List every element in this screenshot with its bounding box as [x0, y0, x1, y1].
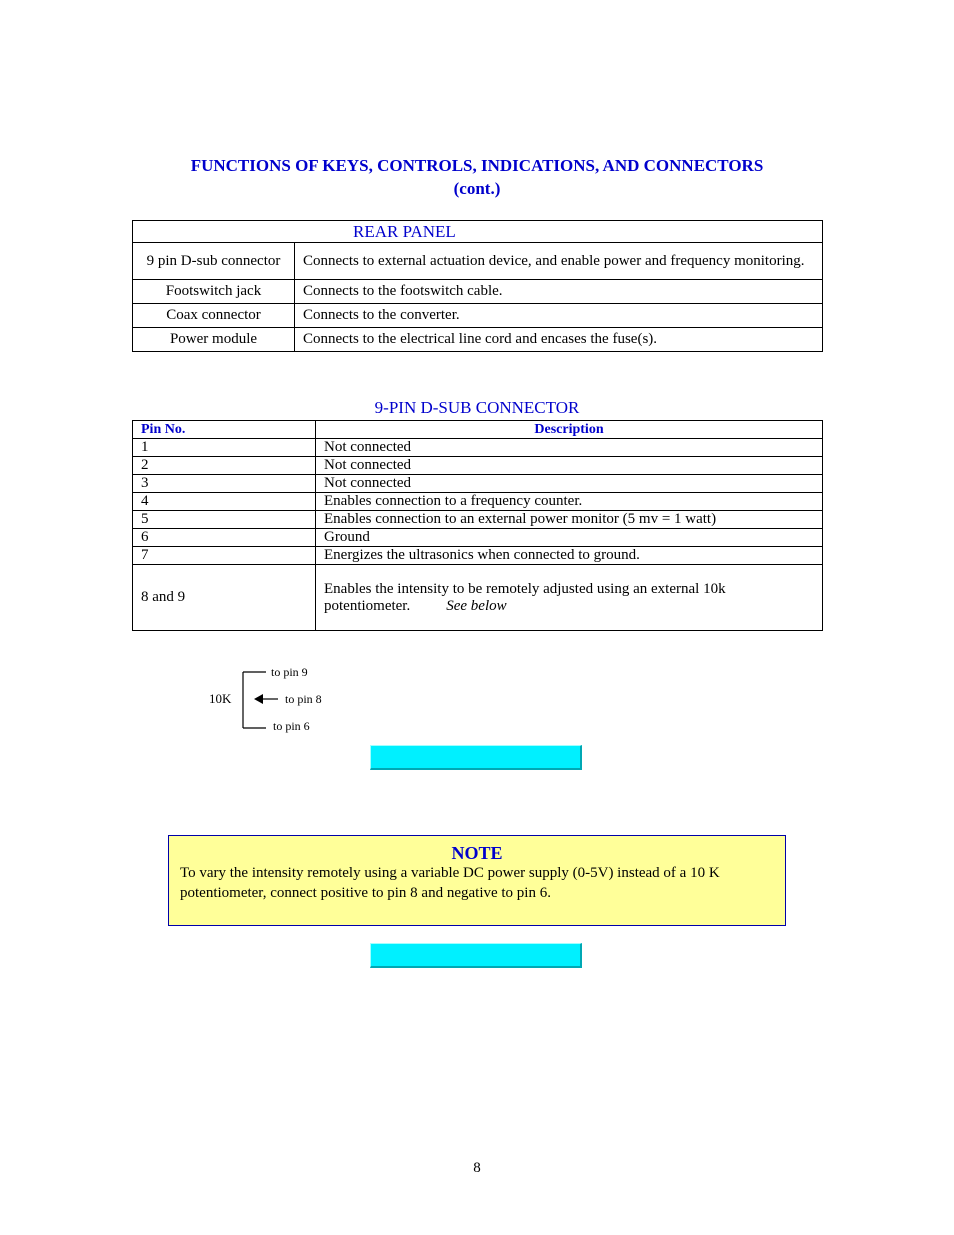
table-row [133, 511, 823, 529]
potentiometer-diagram [200, 660, 350, 740]
component-name: Footswitch jack [133, 280, 295, 304]
component-description: Connects to the electrical line cord and encases the fuse(s). [295, 328, 823, 352]
pin-number: 7 [133, 547, 316, 565]
pin-description-cell [316, 565, 823, 631]
note-box [168, 835, 786, 926]
table-row [133, 304, 823, 328]
table-row [133, 439, 823, 457]
pin-number: 1 [133, 439, 316, 457]
pin-table [132, 420, 823, 631]
component-name: 9 pin D-sub connector [133, 243, 295, 280]
rear-panel-title: REAR PANEL [353, 221, 456, 241]
section-heading-line1: FUNCTIONS OF KEYS, CONTROLS, INDICATIONS, AND CONNECTORS [190, 156, 764, 175]
pin-number: 6 [133, 529, 316, 547]
note-title: NOTE [451, 843, 503, 863]
resistor-label: 10K [209, 691, 232, 706]
table-header-row [133, 421, 823, 439]
section-heading [132, 154, 822, 200]
pin-column-header: Pin No. [133, 421, 316, 439]
rear-panel-table [132, 220, 823, 352]
pin-description: Not connected [316, 457, 823, 475]
page-number: 8 [473, 1160, 481, 1176]
component-description: Connects to external actuation device, and enable power and frequency monitoring. [295, 243, 823, 280]
to-pin-6-label: to pin 6 [273, 719, 310, 733]
pin-number: 5 [133, 511, 316, 529]
pin-number: 2 [133, 457, 316, 475]
table-row [133, 457, 823, 475]
note-body: To vary the intensity remotely using a variable DC power supply (0-5V) instead of a 10 K potentiometer, connect positive to pin 8 and negative to pin 6. [180, 865, 720, 901]
pin-description: Not connected [316, 475, 823, 493]
table-row [133, 529, 823, 547]
navigation-bar-button[interactable] [370, 943, 582, 968]
pin-description: Enables connection to an external power monitor (5 mv = 1 watt) [316, 511, 823, 529]
component-description: Connects to the footswitch cable. [295, 280, 823, 304]
table-row [133, 493, 823, 511]
pin-number: 8 and 9 [133, 565, 316, 631]
table-row [133, 565, 823, 631]
pin-description: Enables the intensity to be remotely adjusted using an external 10k potentiometer. [324, 580, 726, 614]
table-row [133, 547, 823, 565]
table-row [133, 280, 823, 304]
to-pin-8-label: to pin 8 [285, 692, 322, 706]
section-heading-line2: (cont.) [453, 179, 501, 198]
table-row [133, 243, 823, 280]
description-column-header: Description [316, 421, 823, 439]
navigation-bar-button[interactable] [370, 745, 582, 770]
component-description: Connects to the converter. [295, 304, 823, 328]
pin-number: 4 [133, 493, 316, 511]
pin-description: Energizes the ultrasonics when connected to ground. [316, 547, 823, 565]
component-name: Power module [133, 328, 295, 352]
to-pin-9-label: to pin 9 [271, 665, 308, 679]
pin-description: Not connected [316, 439, 823, 457]
pin-description: Ground [316, 529, 823, 547]
component-name: Coax connector [133, 304, 295, 328]
wiper-arrow-icon [254, 694, 263, 704]
see-below-note: See below [446, 597, 507, 614]
connector-table-title: 9-PIN D-SUB CONNECTOR [374, 398, 580, 417]
pin-description: Enables connection to a frequency counter. [316, 493, 823, 511]
table-row [133, 328, 823, 352]
table-row [133, 475, 823, 493]
rear-panel-title-cell [133, 221, 823, 243]
pin-number: 3 [133, 475, 316, 493]
